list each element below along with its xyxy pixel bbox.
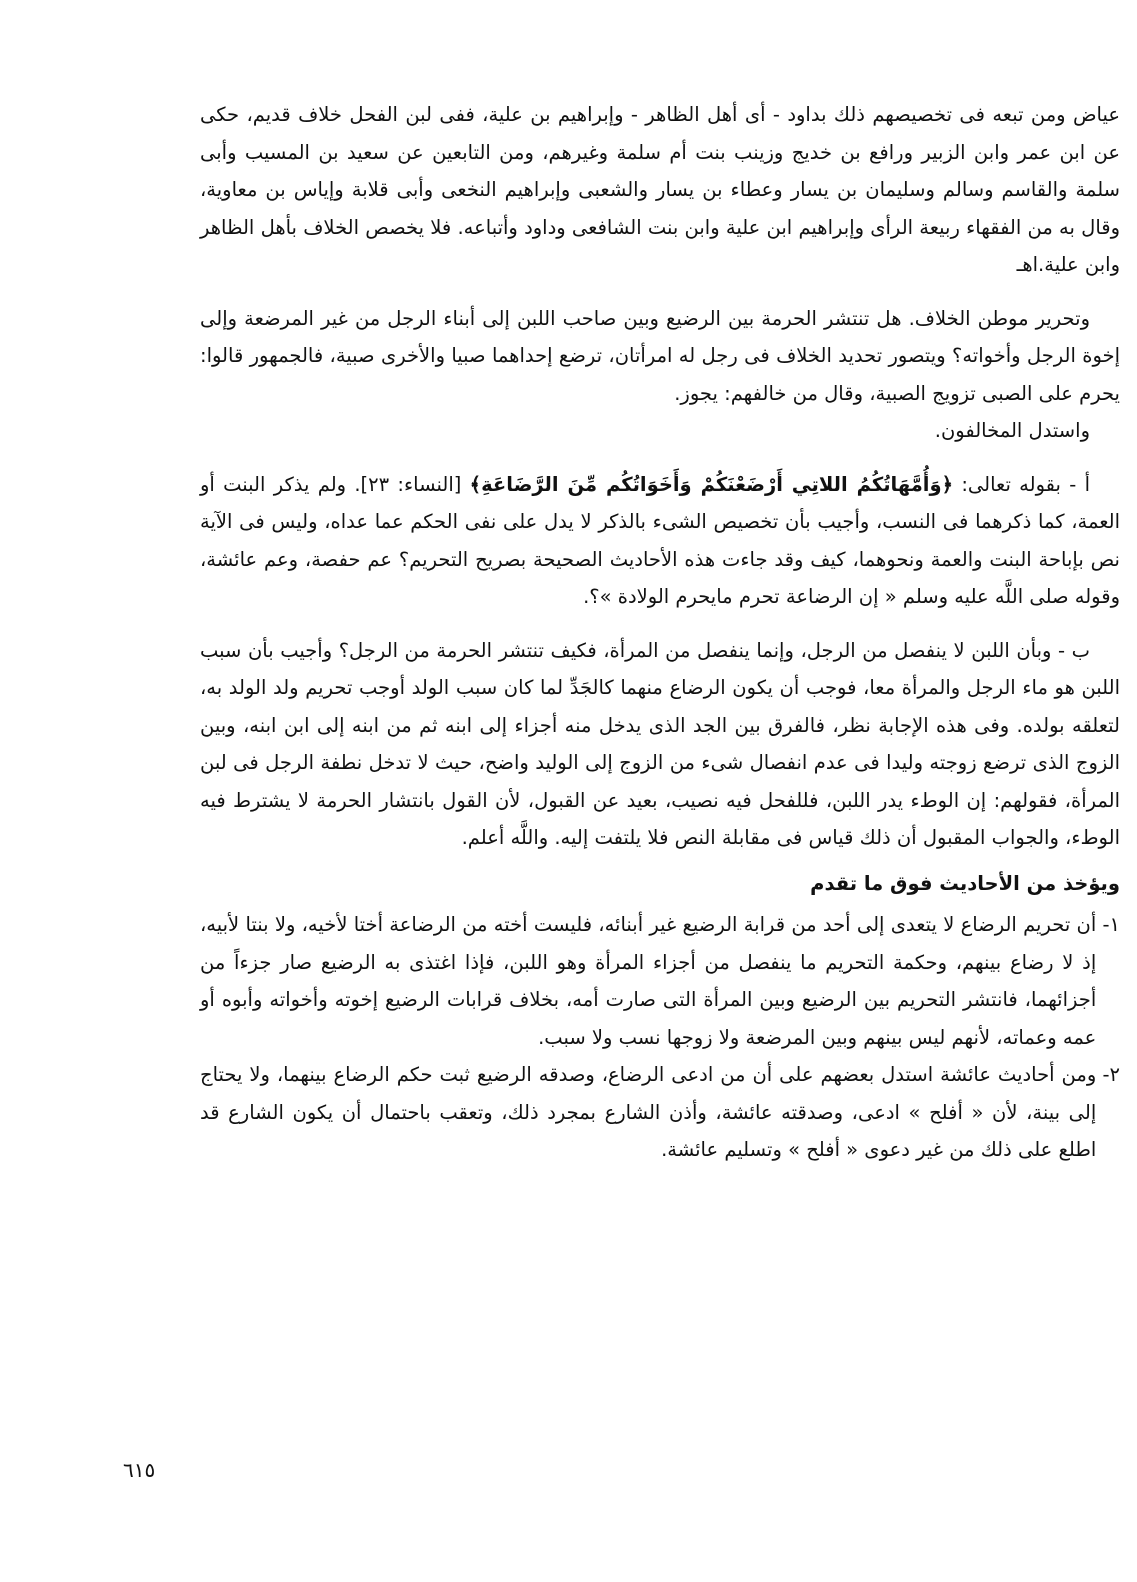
paragraph-3: واستدل المخالفون. bbox=[934, 419, 1090, 442]
list-item-1 bbox=[200, 906, 1120, 1056]
paragraph-4-suffix: [النساء: ٢٣]. ولم يذكر البنت أو العمة، كما ذكرهما فى النسب، وأجيب بأن تخصيص الشىء بالذكر لا يدل على نفى الحكم عما عداه، وليس فى الآية نص بإباحة البنت والعمة ونحوهما، كيف وقد جاءت هذه الأحاديث الصحيحة بصريح التحريم؟ عم حفصة، وعم عائشة، وقوله صلى اللَّه عليه وسلم « إن الرضاعة تحرم مايحرم الولادة »؟. bbox=[200, 472, 1120, 608]
paragraph-4-prefix: أ - بقوله تعالى: bbox=[953, 472, 1090, 496]
paragraph-1: عياض ومن تبعه فى تخصيصهم ذلك بداود - أى أهل الظاهر - وإبراهيم بن علية، ففى لبن الفحل خلاف قديم، حكى عن ابن عمر وابن الزبير ورافع بن خديج وزينب بنت أم سلمة وغيرهم، ومن التابعين عن سعيد بن المسيب وأبى سلمة والقاسم وسالم وسليمان بن يسار وعطاء بن يسار والشعبى وإبراهيم النخعى وأبى قلابة وإياس بن معاوية، وقال به من الفقهاء ربيعة الرأى وإبراهيم ابن علية وابن بنت الشافعى وداود وأتباعه. فلا يخصص الخلاف بأهل الظاهر وابن علية.اهـ bbox=[200, 103, 1120, 276]
list-item-2 bbox=[200, 1056, 1120, 1169]
paragraph-5: ب - وبأن اللبن لا ينفصل من الرجل، وإنما ينفصل من المرأة، فكيف تنتشر الحرمة من الرجل؟ وأجيب بأن سبب اللبن هو ماء الرجل والمرأة معا، فوجب أن يكون الرضاع منهما كالجَدِّ لما كان سبب الولد أوجب تحريم ولد الولد به، لتعلقه بولده. وفى هذه الإجابة نظر، فالفرق بين الجد الذى يدخل منه أجزاء إلى ابنه ثم من ابنه إلى ابن ابنه، وبين الزوج الذى ترضع زوجته وليدا فى عدم انفصال شىء من الزوج إلى الوليد واضح، حيث لا تدخل نطفة الرجل فى لبن المرأة، فقولهم: إن الوطء يدر اللبن، فللفحل فيه نصيب، بعيد عن القبول، لأن القول بانتشار الحرمة لا يشترط فيه الوطء، والجواب المقبول أن ذلك قياس فى مقابلة النص فلا يلتفت إليه. واللَّه أعلم. bbox=[200, 638, 1120, 849]
document-page bbox=[200, 96, 1120, 1169]
list-number: ١- bbox=[1096, 913, 1120, 936]
list-text: ومن أحاديث عائشة استدل بعضهم على أن من ادعى الرضاع، وصدقه الرضيع ثبت حكم الرضاع بينهما، ولا يحتاج إلى بينة، لأن « أفلح » ادعى، وصدقته عائشة، وأذن الشارع بمجرد ذلك، وتعقب باحتمال أن يكون الشارع قد اطلع على ذلك من غير دعوى « أفلح » وتسليم عائشة. bbox=[200, 1063, 1097, 1161]
paragraph-2: وتحرير موطن الخلاف. هل تنتشر الحرمة بين الرضيع وبين صاحب اللبن إلى أبناء الرجل من غير المرضعة وإلى إخوة الرجل وأخواته؟ ويتصور تحديد الخلاف فى رجل له امرأتان، ترضع إحداهما صبيا والأخرى صبية، فالجمهور قالوا: يحرم على الصبى تزويج الصبية، وقال من خالفهم: يجوز. bbox=[200, 306, 1120, 405]
quran-verse: ﴿وَأُمَّهَاتُكُمُ اللاتِي أَرْضَعْنَكُمْ وَأَخَوَاتُكُم مِّنَ الرَّضَاعَةِ﴾ bbox=[469, 472, 954, 496]
section-heading: ويؤخذ من الأحاديث فوق ما تقدم bbox=[810, 871, 1120, 895]
page-number: ٦١٥ bbox=[123, 1458, 156, 1482]
list-number: ٢- bbox=[1096, 1063, 1120, 1086]
paragraph-4 bbox=[200, 466, 1120, 616]
list-text: أن تحريم الرضاع لا يتعدى إلى أحد من قرابة الرضيع غير أبنائه، فليست أخته من الرضاعة أختا لأخيه، ولا بنتا لأبيه، إذ لا رضاع بينهم، وحكمة التحريم ما ينفصل من أجزاء المرأة وهو اللبن، فإذا اغتذى به الرضيع صار جزءاً من أجزائهما، فانتشر التحريم بين الرضيع وبين المرأة التى صارت أمه، بخلاف قرابات الرضيع إخوته وأخواته وأبوه أو عمه وعماته، لأنهم ليس بينهم وبين المرضعة ولا زوجها نسب ولا سبب. bbox=[200, 913, 1097, 1049]
